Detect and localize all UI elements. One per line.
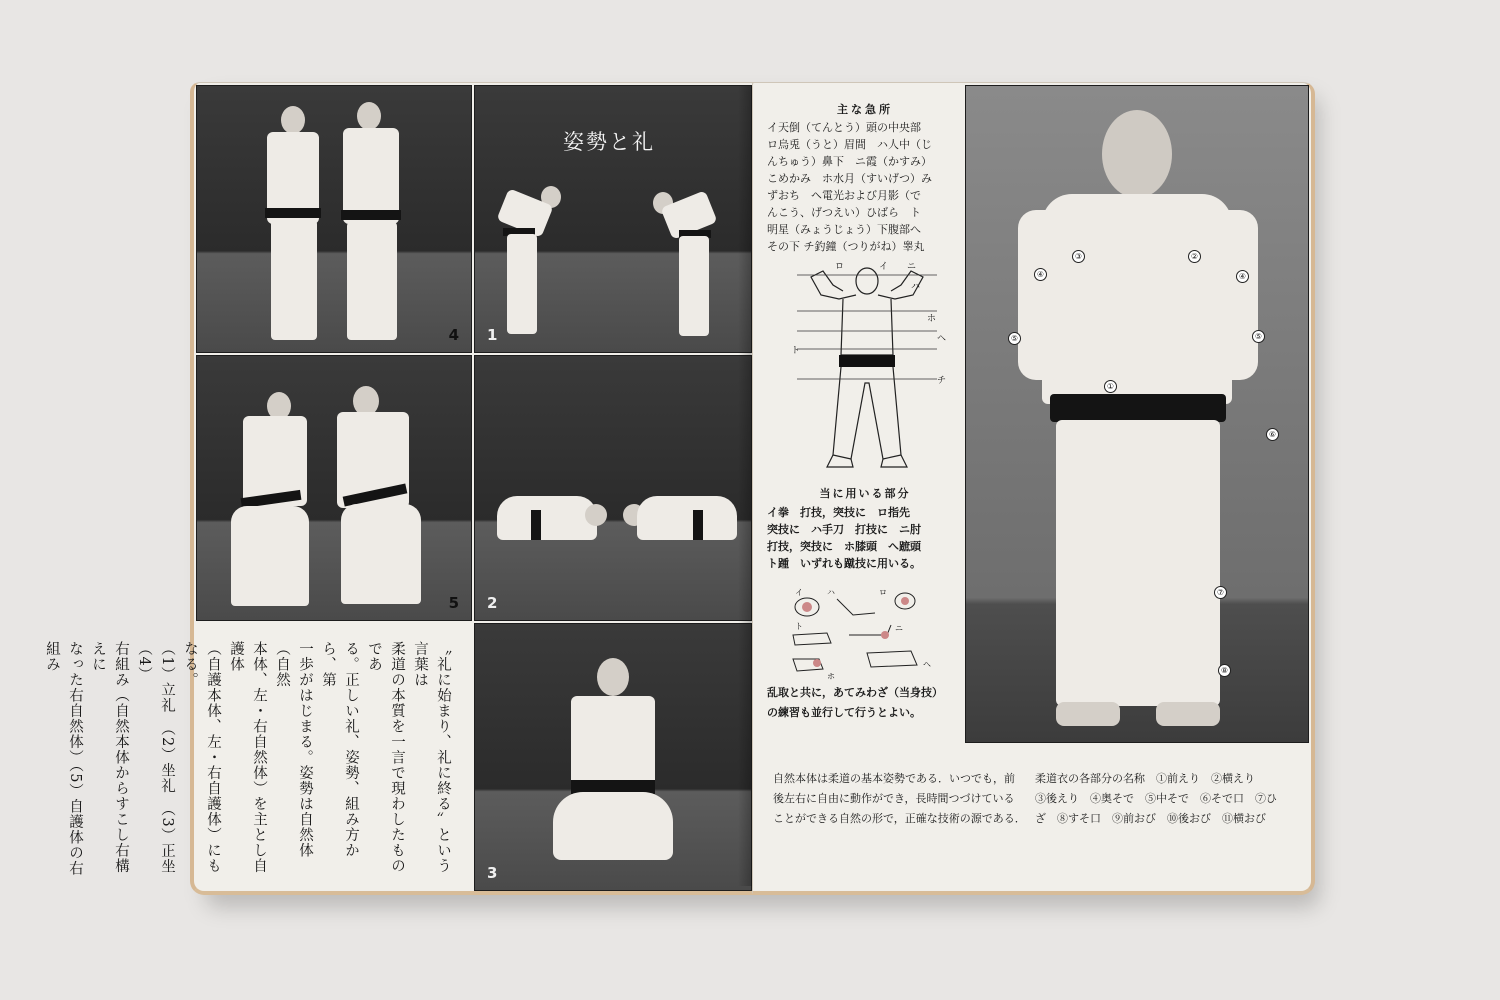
callout-marker: ⑧ (1218, 664, 1231, 677)
vital-line: こめかみ ホ水月（すいげつ）み (767, 172, 932, 185)
photo-number: 1 (487, 326, 498, 344)
diagram-label: ト (795, 622, 803, 631)
vital-points-diagram (777, 255, 957, 477)
body-line: 柔道の本質を一言で現わしたものであ (366, 641, 405, 874)
right-page (752, 82, 1315, 895)
body-text (40, 641, 454, 890)
photo-number: 2 (487, 594, 498, 612)
vital-points-title: 主な急所 (837, 103, 893, 116)
callout-marker: ② (1188, 250, 1201, 263)
vital-line: イ天倒（てんとう）頭の中央部 (767, 121, 921, 134)
caption-line: ことができる自然の形で，正確な技術の源である． (773, 812, 1026, 825)
body-line: 右組み（自然本体からすこし右構えに (90, 641, 129, 874)
left-page (44, 82, 755, 895)
caption-natural-posture (773, 769, 1033, 829)
callout-marker: ① (1104, 380, 1117, 393)
vital-line: その下 チ釣鐘（つりがね）睾丸 (767, 240, 925, 253)
vital-line: ロ烏兎（うと）眉間 ハ人中（じ (767, 138, 932, 151)
body-line: 本体、左・右自然体）を主とし自護体 (228, 641, 267, 874)
diagram-label: ロ (835, 262, 845, 272)
callout-marker: ⑥ (1266, 428, 1279, 441)
photo-natural-posture (965, 85, 1309, 743)
striking-parts-diagram (787, 585, 937, 681)
diagram-label: ニ (907, 262, 917, 272)
striking-line: イ拳 打技，突技に ロ指先 (767, 506, 910, 519)
photo-3-kneeling (474, 623, 752, 891)
diagram-label: ホ (827, 672, 835, 681)
section-title: 姿勢と礼 (563, 130, 655, 154)
diagram-label: ハ (911, 282, 921, 292)
caption-line: ③後えり ④奥そで ⑤中そで ⑥そで口 ⑦ひ (1035, 792, 1277, 805)
atemi-line: の練習も並行して行うとよい。 (767, 706, 921, 719)
callout-marker: ④ (1034, 268, 1047, 281)
diagram-label: ホ (927, 314, 937, 324)
atemi-note (767, 683, 967, 723)
photo-number: 4 (448, 326, 459, 344)
caption-line: 自然本体は柔道の基本姿勢である．いつでも，前 (773, 772, 1015, 785)
callout-marker: ④ (1236, 270, 1249, 283)
diagram-label: ヘ (923, 660, 931, 669)
callout-marker: ⑦ (1214, 586, 1227, 599)
atemi-line: 乱取と共に，あてみわざ（当身技） (767, 686, 943, 699)
diagram-label: ヘ (937, 334, 947, 344)
diagram-label: イ (879, 262, 889, 272)
vital-line: 明星（みょうじょう）下腹部へ (767, 223, 921, 236)
vital-points-block (767, 101, 963, 255)
diagram-label: チ (937, 376, 947, 386)
body-line: 〝礼に始まり、礼に終る〟という言葉は (412, 641, 451, 874)
striking-line: 突技に ハ手刀 打技に ニ肘 (767, 523, 921, 536)
callout-marker: ⑤ (1008, 332, 1021, 345)
photo-5-defensive-grip (196, 355, 472, 621)
vital-line: ずおち ヘ電光および月影（で (767, 189, 921, 202)
callout-marker: ⑤ (1252, 330, 1265, 343)
striking-line: ト踵 いずれも蹴技に用いる。 (767, 557, 921, 570)
photo-number: 5 (448, 594, 459, 612)
diagram-label: ト (791, 346, 801, 356)
body-line: なった右自然体）（5）自護体の右組み (44, 641, 83, 877)
photo-1-standing-bow (474, 85, 752, 353)
photo-number: 3 (487, 864, 498, 882)
body-line: る。正しい礼、姿勢、組み方から、第 (320, 641, 359, 858)
caption-line: ざ ⑧すそ口 ⑨前おび ⑩後おび ⑪横おび (1035, 812, 1266, 825)
body-line: （1）立礼 （2）坐礼 （3）正坐 （4） (136, 641, 175, 890)
diagram-label: ハ (827, 588, 835, 597)
callout-marker: ③ (1072, 250, 1085, 263)
caption-line: 後左右に自由に動作ができ，長時間つづけている (773, 792, 1015, 805)
striking-line: 打技，突技に ホ膝頭 ヘ蹠頭 (767, 540, 921, 553)
striking-parts-block (767, 485, 963, 572)
diagram-label: ニ (895, 624, 903, 633)
body-line: （自護本体、左・右自護体）にもなる。 (182, 641, 221, 874)
photo-2-seated-bow (474, 355, 752, 621)
caption-gi-parts (1035, 769, 1297, 829)
diagram-label: イ (795, 588, 803, 597)
vital-line: んちゅう）鼻下 ニ霞（かすみ） (767, 155, 932, 168)
striking-parts-title: 当に用いる部分 (819, 487, 911, 500)
vital-line: んこう、げつえい）ひばら ト (767, 206, 921, 219)
diagram-label: ロ (879, 588, 887, 597)
photo-4-grip (196, 85, 472, 353)
body-line: 一歩がはじまる。姿勢は自然体（自然 (274, 641, 313, 858)
caption-line: 柔道衣の各部分の名称 ①前えり ②横えり (1035, 772, 1255, 785)
